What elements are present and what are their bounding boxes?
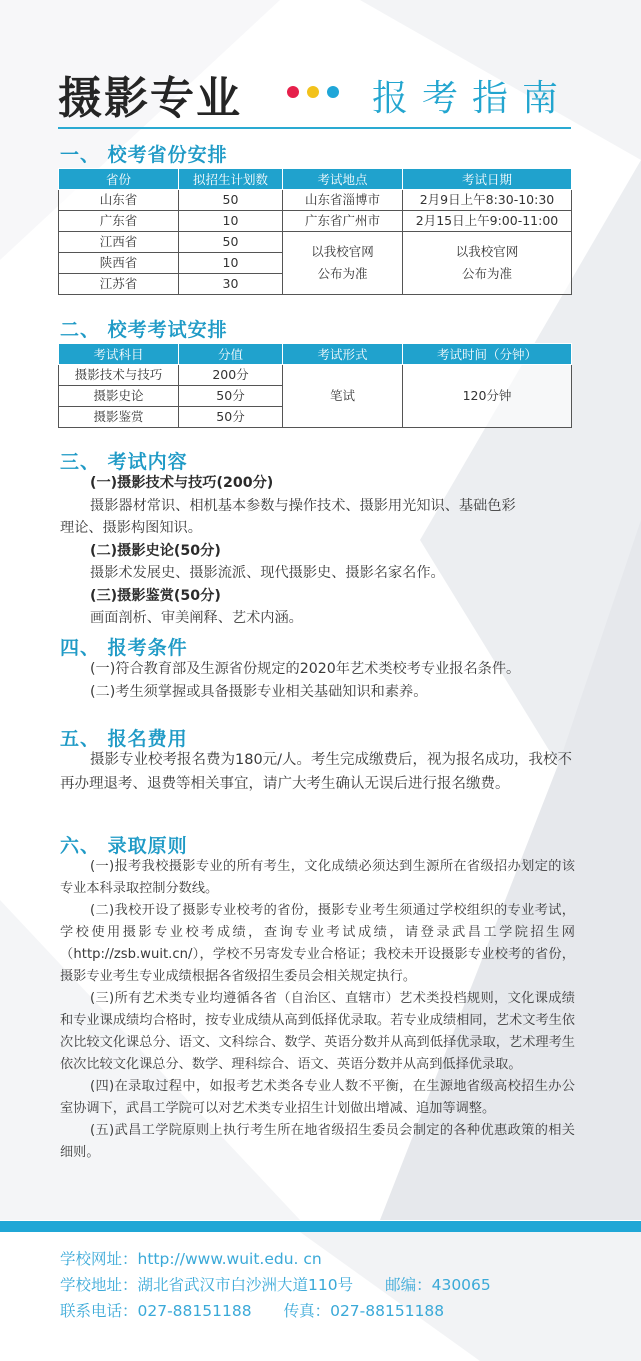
- merged-date-cell: [403, 232, 572, 295]
- date-cell: 2月9日上午8:30-10:30: [403, 190, 572, 211]
- column-header: 考试科目: [59, 344, 179, 365]
- footer-phone-row: [60, 1298, 491, 1324]
- column-header: 拟招生计划数: [179, 169, 283, 190]
- page-subtitle: 报考指南: [372, 77, 573, 118]
- plan-cell: 50: [179, 232, 283, 253]
- column-header: 分值: [179, 344, 283, 365]
- table-row: [59, 232, 572, 253]
- footer-contact: [60, 1246, 491, 1324]
- merged-place-line-2: 公布为准: [317, 266, 368, 281]
- content-item-text: 画面剖析、审美阐释、艺术内涵。: [90, 610, 303, 626]
- red-dot-icon: [287, 86, 299, 98]
- blue-dot-icon: [327, 86, 339, 98]
- subject-cell: 摄影鉴赏: [59, 407, 179, 428]
- footer-website: 学校网址：http://www.wuit.edu. cn: [60, 1250, 322, 1268]
- exam-arrangement-table: [58, 343, 572, 428]
- fee-paragraph: 摄影专业校考报名费为180元/人。考生完成缴费后，视为报名成功，我校不再办理退考、退费等相关事宜，请广大考生确认无误后进行报名缴费。: [60, 752, 573, 792]
- content-item-title: (三)摄影鉴赏(50分): [90, 587, 221, 604]
- content-item-title: (二)摄影史论(50分): [90, 542, 221, 559]
- principle-paragraph: (三)所有艺术类专业均遵循各省（自治区、直辖市）艺术类投档规则，文化课成绩和专业课成绩均合格时，按专业成绩从高到低择优录取。若专业成绩相同，艺术文考生依次比较文化课总分、语文、文科综合、数学、英语分数并从高到低择优录取，艺术理考生依次比较文化课总分、数学、理科综合、语文、英语分数并从高到低择优录取。: [60, 991, 575, 1072]
- merged-place-cell: [283, 232, 403, 295]
- condition-line: (二)考生须掌握或具备摄影专业相关基础知识和素养。: [90, 683, 428, 700]
- column-header: 考试形式: [283, 344, 403, 365]
- subject-cell: 摄影技术与技巧: [59, 365, 179, 386]
- condition-line: (一)符合教育部及生源省份规定的2020年艺术类校考专业报名条件。: [90, 661, 521, 677]
- principle-paragraph: (二)我校开设了摄影专业校考的省份，摄影专业考生须通过学校组织的专业考试，学校使用摄影专业校考成绩，查询专业考试成绩，请登录武昌工学院招生网（http://zsb.wuit.cn/），学校不另寄发专业合格证；我校未开设摄影专业校考的省份，摄影专业考生专业成绩根据各省级招生委员会相关规定执行。: [60, 903, 575, 984]
- content-item-text: 理论、摄影构图知识。: [60, 520, 202, 536]
- footer-address: 学校地址：湖北省武汉市白沙洲大道110号: [60, 1276, 354, 1294]
- table-row: [59, 211, 572, 232]
- plan-cell: 10: [179, 211, 283, 232]
- admission-principles-block: [60, 856, 575, 1164]
- subject-cell: 摄影史论: [59, 386, 179, 407]
- table-row: [59, 190, 572, 211]
- merged-place-line-1: 以我校官网: [311, 244, 374, 259]
- table-row: [59, 365, 572, 386]
- header-divider: [58, 127, 571, 129]
- score-cell: 200分: [179, 365, 283, 386]
- exam-time-cell: 120分钟: [403, 365, 572, 428]
- section-heading-2: 二、 校考考试安排: [60, 319, 228, 341]
- footer-phone: 联系电话：027-88151188: [60, 1302, 252, 1320]
- conditions-block: [60, 658, 575, 703]
- column-header: 考试地点: [283, 169, 403, 190]
- yellow-dot-icon: [307, 86, 319, 98]
- province-cell: 江西省: [59, 232, 179, 253]
- province-cell: 陕西省: [59, 253, 179, 274]
- section-heading-1: 一、 校考省份安排: [60, 144, 228, 166]
- footer-address-row: [60, 1272, 491, 1298]
- column-header: 考试日期: [403, 169, 572, 190]
- province-schedule-table: [58, 168, 572, 295]
- place-cell: 广东省广州市: [283, 211, 403, 232]
- content-item-text: 摄影术发展史、摄影流派、现代摄影史、摄影名家名作。: [90, 565, 445, 581]
- province-cell: 江苏省: [59, 274, 179, 295]
- province-cell: 广东省: [59, 211, 179, 232]
- exam-form-cell: 笔试: [283, 365, 403, 428]
- page-title: 摄影专业: [58, 73, 242, 124]
- score-cell: 50分: [179, 407, 283, 428]
- content-item-text: 摄影器材常识、相机基本参数与操作技术、摄影用光知识、基础色彩: [90, 497, 516, 514]
- footer-accent-bar: [0, 1221, 641, 1232]
- score-cell: 50分: [179, 386, 283, 407]
- table-header-row: [59, 344, 572, 365]
- section-heading-6: 六、 录取原则: [60, 835, 188, 857]
- merged-date-line-1: 以我校官网: [455, 244, 519, 259]
- section-heading-5: 五、 报名费用: [60, 728, 188, 750]
- section-heading-4: 四、 报考条件: [60, 637, 188, 659]
- plan-cell: 10: [179, 253, 283, 274]
- principle-paragraph: (五)武昌工学院原则上执行考生所在地省级招生委员会制定的各种优惠政策的相关细则。: [60, 1123, 575, 1160]
- principle-paragraph: (一)报考我校摄影专业的所有考生，文化成绩必须达到生源所在省级招办划定的该专业本科录取控制分数线。: [60, 859, 575, 896]
- place-cell: 山东省淄博市: [283, 190, 403, 211]
- footer-fax: 传真：027-88151188: [283, 1302, 445, 1320]
- decorative-dots: [287, 86, 339, 98]
- content-item-title: (一)摄影技术与技巧(200分): [90, 475, 274, 491]
- footer-zip: 邮编：430065: [385, 1276, 491, 1294]
- column-header: 考试时间（分钟）: [403, 344, 572, 365]
- date-cell: 2月15日上午9:00-11:00: [403, 211, 572, 232]
- principle-paragraph: (四)在录取过程中，如报考艺术类各专业人数不平衡，在生源地省级高校招生办公室协调下，武昌工学院可以对艺术类专业招生计划做出增减、追加等调整。: [60, 1079, 575, 1116]
- plan-cell: 30: [179, 274, 283, 295]
- column-header: 省份: [59, 169, 179, 190]
- exam-content-block: [60, 472, 575, 630]
- province-cell: 山东省: [59, 190, 179, 211]
- table-header-row: [59, 169, 572, 190]
- plan-cell: 50: [179, 190, 283, 211]
- merged-date-line-2: 公布为准: [461, 266, 512, 281]
- section-heading-3: 三、 考试内容: [60, 451, 188, 473]
